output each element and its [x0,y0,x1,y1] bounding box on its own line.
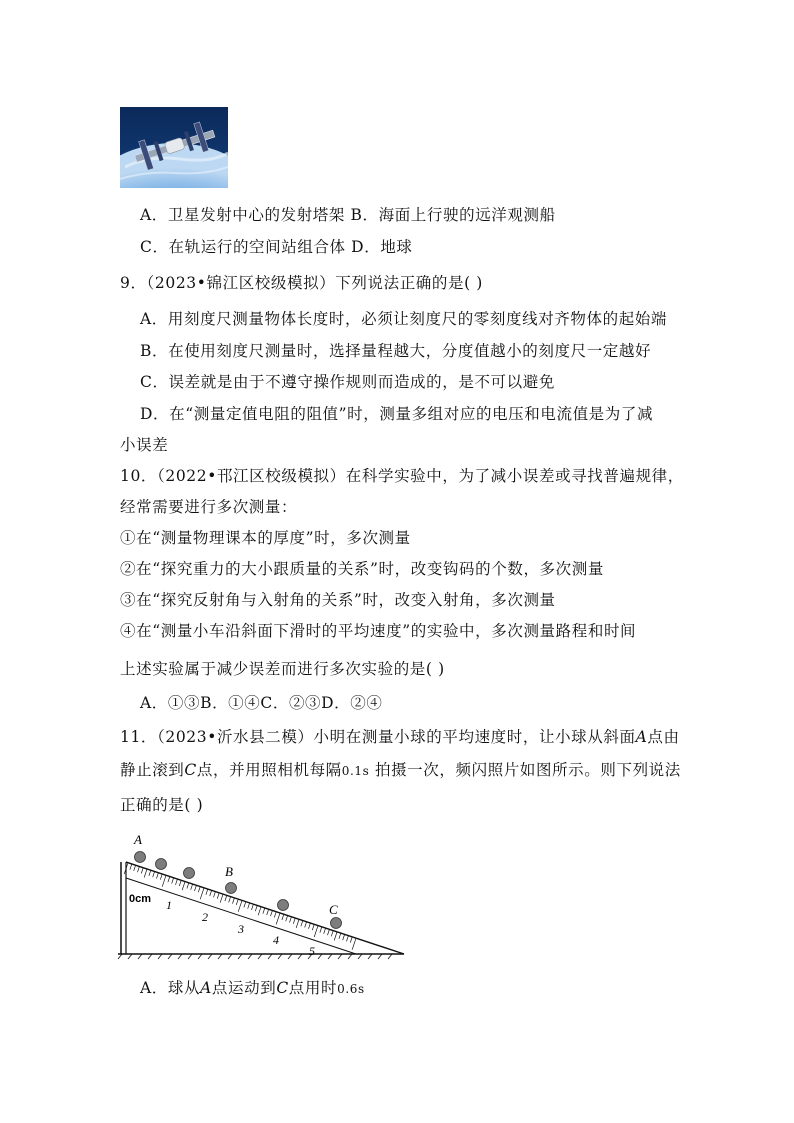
ruler-tick-mark [168,877,170,883]
ruler-tick-mark [271,911,273,917]
q11-point-a: A [200,979,212,997]
ruler-tick-mark [187,883,189,889]
ruler-tick-mark [198,887,200,893]
q11-stem-text: 11．（2023•沂水县二模）小明在测量小球的平均速度时，让小球从斜面 [120,728,636,746]
q11-stem-text: 点，并用照相机每隔 [196,761,342,779]
q8-options-cd: C．在轨运行的空间站组合体 D．地球 [140,238,413,256]
ball [184,868,195,879]
ruler-tick-mark [286,916,288,922]
ruler-tick-mark [195,885,197,891]
ruler-tick-mark [134,865,136,871]
ruler-tick-mark [244,902,246,908]
q9-option-c: C．误差就是由于不遵守操作规则而造成的，是不可以避免 [140,373,555,391]
q11-option-text: 点用时 [288,979,338,997]
q10-options: A．①③B．①④C．②③D．②④ [140,694,383,712]
ground-hatch [118,954,392,959]
q11-option-text: 点运动到 [211,979,277,997]
ruler-tick-mark [176,879,178,885]
ruler-tick-mark [182,882,185,891]
ruler-tick-mark [236,899,238,905]
label-a: A [134,832,142,847]
ruler-tick-mark [179,880,181,886]
q10-item-3: ③在“探究反射角与入射角的关系”时，改变入射角，多次测量 [120,591,556,609]
ruler-tick-4: 4 [273,933,279,947]
ruler-tick-2: 2 [202,910,208,924]
q8-options-ab: A．卫星发射中心的发射塔架 B．海面上行驶的远洋观测船 [140,206,556,224]
ruler-edge [126,878,356,954]
q11-option-a [140,978,365,999]
ruler-tick-mark [157,873,159,879]
q10-item-4: ④在“测量小车沿斜面下滑时的平均速度”的实验中，多次测量路程和时间 [120,622,637,640]
ruler-tick-mark [263,908,265,914]
ruler-tick-mark [172,878,174,884]
ruler-tick-mark [153,872,155,878]
q10-question: 上述实验属于减少误差而进行多次实验的是( ) [120,660,445,678]
ruler-tick-mark [141,868,143,874]
q11-point-a: A [635,728,648,746]
ruler-tick-1: 1 [166,898,172,912]
q11-option-text: A．球从 [140,979,201,997]
ruler-tick-mark [282,914,284,920]
q11-time-value: 0.6s [337,982,365,996]
ruler-tick-mark [276,913,280,924]
ruler-tick-mark [290,917,292,923]
ruler-unit: 0cm [129,893,152,905]
q11-stem [120,727,680,747]
ruler-tick-5: 5 [309,944,315,958]
ball-c [331,918,342,929]
ruler-tick-mark [149,870,151,876]
ruler-tick-mark [339,933,341,939]
ruler-tick-mark [301,921,303,927]
ruler-tick-mark [206,889,208,895]
label-b: B [225,864,233,879]
q11-stem-end: 正确的是( ) [120,796,204,814]
ruler-tick-mark [331,931,333,937]
q10-item-2: ②在“探究重力的大小跟质量的关系”时，改变钩码的个数，多次测量 [120,560,604,578]
ball [278,900,289,911]
ruler-tick-3: 3 [238,922,244,936]
q10-item-1: ①在“测量物理课本的厚度”时，多次测量 [120,529,411,547]
ruler-tick-mark [312,924,314,930]
ruler-tick-mark [305,922,307,928]
ruler-tick-mark [324,928,326,934]
ball-a [135,852,146,863]
ruler-tick-mark [138,867,140,873]
ruler-tick-mark [162,875,166,886]
ruler-tick-mark [130,864,132,870]
ruler-tick-mark [347,936,349,942]
space-station-photo [120,107,228,188]
ruler-tick-mark [352,938,356,949]
ruler-tick-mark [328,929,330,935]
ruler-tick-mark [296,919,299,928]
ruler-tick-mark [210,890,212,896]
ruler-tick-mark [229,897,231,903]
incline-diagram [116,830,408,960]
q11-stem-text: 静止滚到 [120,761,185,779]
ruler-tick-mark [191,884,193,890]
ruler-tick-mark [214,892,216,898]
q11-point-c: C [276,979,289,997]
q11-stem-cont [120,760,681,781]
ball-b [226,883,237,894]
q11-stem-text: 点由 [647,728,680,746]
ruler-tick-mark [309,923,311,929]
ruler-tick-mark [274,912,276,918]
ruler-tick-mark [258,907,261,916]
ruler-tick-mark [314,926,318,937]
q9-stem: 9．（2023•锦江区校级模拟）下列说法正确的是( ) [120,274,483,292]
ruler-tick-mark [334,932,337,941]
q9-option-a: A．用刻度尺测量物体长度时，必须让刻度尺的零刻度线对齐物体的起始端 [140,310,667,328]
q9-option-d: D．在“测量定值电阻的阻值”时，测量多组对应的电压和电流值是为了减 [140,405,654,423]
ball [156,859,167,870]
ruler-tick-mark [200,888,204,899]
ruler-tick-mark [248,903,250,909]
ruler-tick-mark [217,893,219,899]
ruler-tick-mark [343,934,345,940]
ruler-tick-mark [350,937,352,943]
q9-option-d-cont: 小误差 [120,436,169,454]
ruler-tick-mark [320,927,322,933]
ruler-tick-mark [252,904,254,910]
label-c: C [329,902,338,917]
q11-stem-text: 拍摄一次，频闪照片如图所示。则下列说法 [369,761,681,779]
ruler-tick-mark [267,909,269,915]
q11-point-c: C [184,761,197,779]
q9-option-b: B．在使用刻度尺测量时，选择量程越大，分度值越小的刻度尺一定越好 [140,342,652,360]
ruler-tick-mark [225,895,227,901]
ruler-tick-mark [238,901,242,912]
ruler-tick-mark [233,898,235,904]
ruler-tick-mark [293,918,295,924]
q10-stem-cont: 经常需要进行多次测量： [120,498,298,516]
ruler-tick-mark [144,869,147,878]
ruler-tick-mark [160,874,162,880]
ruler-tick-mark [220,894,223,903]
ruler-ticks [124,863,356,950]
q11-interval: 0.1s [341,764,370,778]
ruler-tick-mark [255,906,257,912]
q10-stem: 10．（2022•邗江区校级模拟）在科学实验中，为了减小误差或寻找普遍规律， [120,467,684,485]
